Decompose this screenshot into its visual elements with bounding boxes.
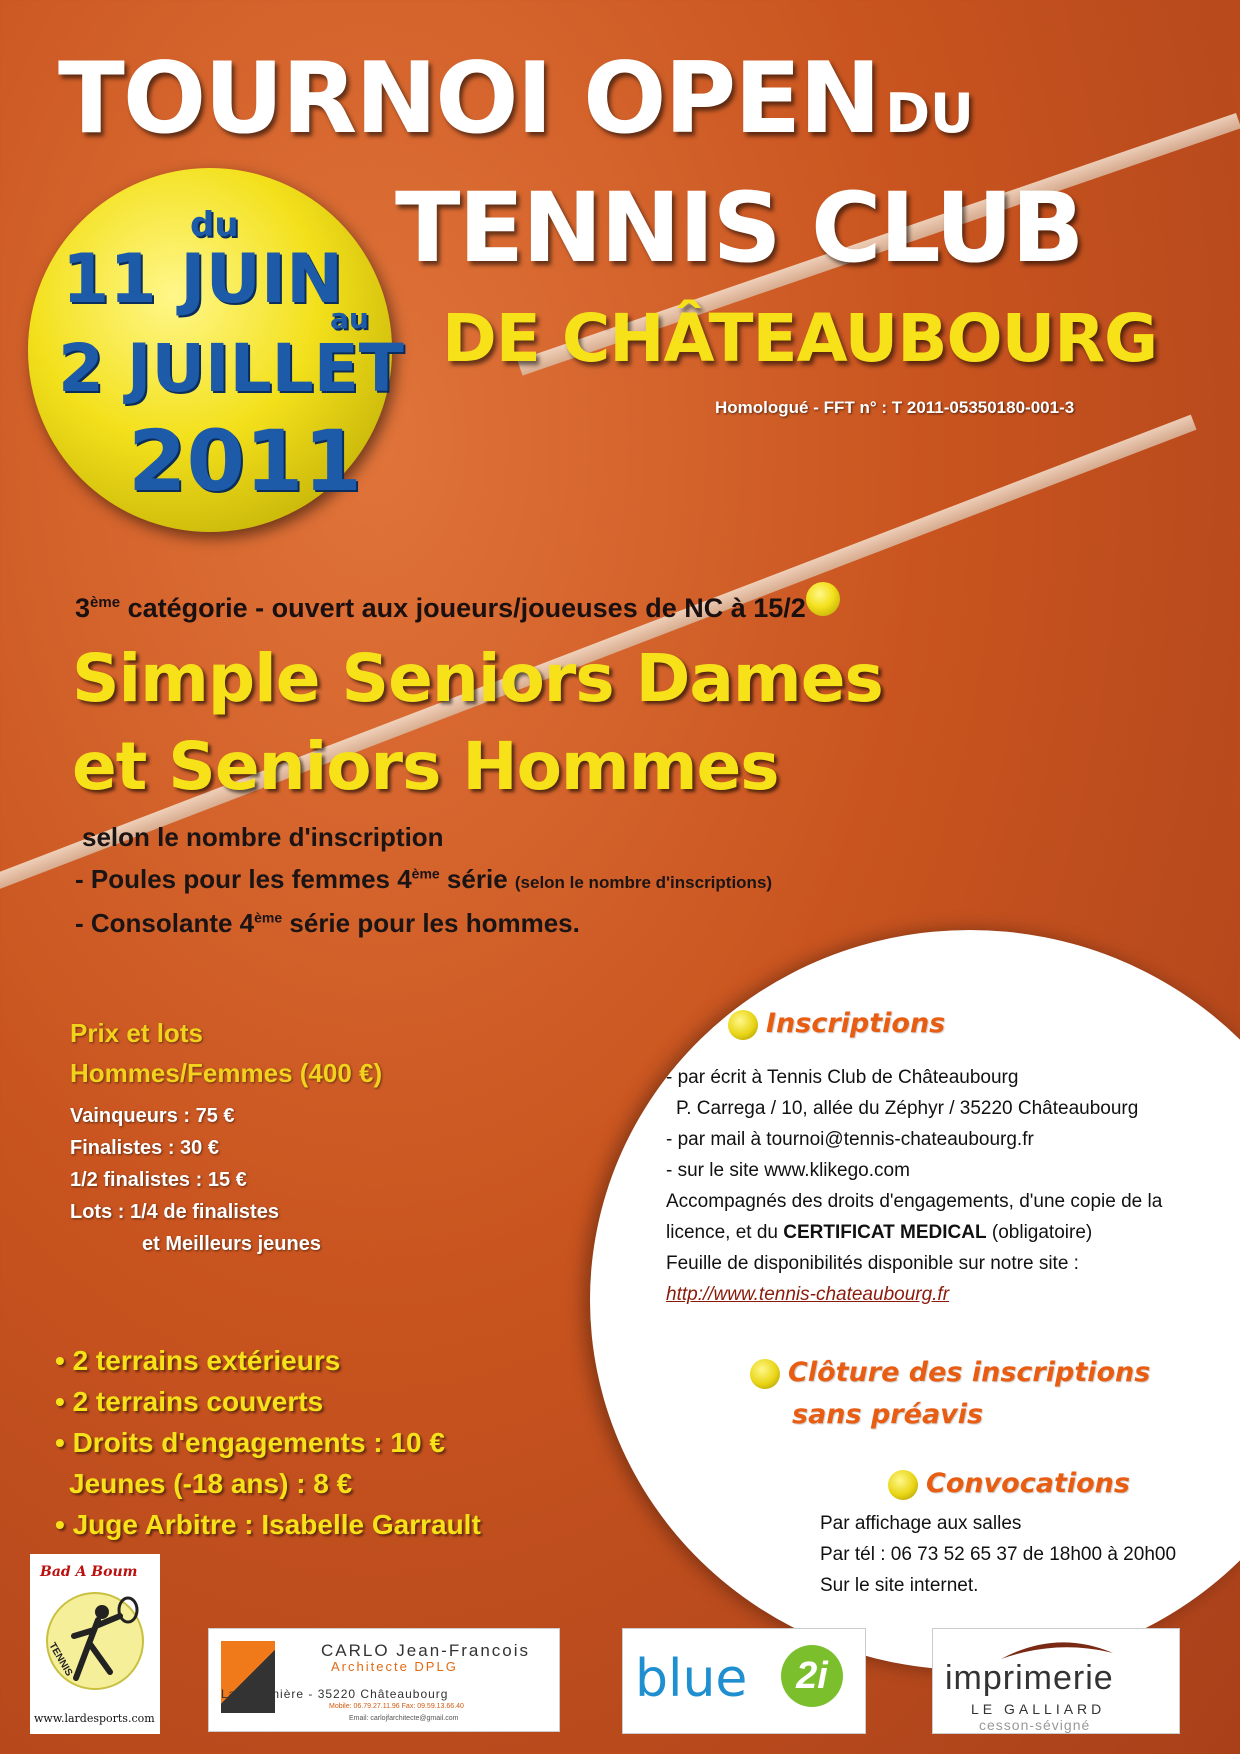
title-line2: TENNIS CLUB [395,172,1083,284]
homologation: Homologué - FFT n° : T 2011-05350180-001-3 [715,398,1075,417]
ball-bullet-icon [750,1359,780,1389]
bad-logo-name: Bad A Boum [40,1564,138,1580]
imprimerie-name: imprimerie [945,1659,1114,1697]
carlo-addr: La Martinière - 35220 Châteaubourg [221,1687,449,1701]
convocations-line: Par tél : 06 73 52 65 37 de 18h00 à 20h00 [820,1544,1177,1565]
ball-bullet-icon [728,1010,758,1040]
prizes-list [70,1100,321,1260]
prize-item: Lots : 1/4 de finalistes [70,1201,279,1223]
convocations-text [820,1508,1176,1601]
prize-item: Vainqueurs : 75 € [70,1105,235,1127]
prizes-heading1: Prix et lots [70,1018,203,1048]
imprimerie-sub: LE GALLIARD [971,1701,1106,1717]
prize-item: 1/2 finalistes : 15 € [70,1169,247,1191]
fact-item: • 2 terrains extérieurs [55,1345,341,1376]
inscriptions-licence: licence, et du CERTIFICAT MEDICAL (obligatoire) [666,1222,1093,1243]
inscriptions-line: Accompagnés des droits d'engagements, d'une copie de la [666,1191,1163,1212]
inscriptions-line: - sur le site www.klikego.com [666,1160,910,1181]
inscriptions-line: Feuille de disponibilités disponible sur notre site : [666,1253,1079,1274]
website-link[interactable]: http://www.tennis-chateaubourg.fr [666,1284,950,1305]
inscriptions-heading: Inscriptions [728,1008,945,1040]
inscriptions-line: - par écrit à Tennis Club de Châteaubourg [666,1067,1019,1088]
inscriptions-line: - par mail à tournoi@tennis-chateaubourg.fr [666,1129,1034,1150]
date-end: 2 JUILLET [58,330,404,407]
bad-logo-tennis: TENNIS [46,1640,75,1679]
carlo-name: CARLO Jean-Francois [321,1641,531,1660]
main-heading-line2: et Seniors Hommes [72,728,779,805]
blue-logo-name: blue [635,1649,748,1709]
convocations-line: Par affichage aux salles [820,1513,1022,1534]
fact-item: Jeunes (-18 ans) : 8 € [69,1468,353,1499]
facts-list [55,1340,481,1545]
carlo-contact: Mobile: 06.79.27.11.96 Fax: 09.59.13.66.40 [329,1703,464,1710]
prize-item: et Meilleurs jeunes [142,1233,321,1255]
title-line1: TOURNOI OPEN DU [58,42,974,156]
sponsor-carlo [208,1628,560,1732]
category-line: 3ème catégorie - ouvert aux joueurs/joueuses de NC à 15/2 [75,593,806,623]
inscriptions-text [666,1062,1162,1310]
sponsor-blue2i [622,1628,866,1734]
bad-logo-url: www.lardesports.com [34,1712,155,1725]
blue-logo-mark: 2i [781,1645,843,1707]
fact-item: • 2 terrains couverts [55,1386,324,1417]
prize-item: Finalistes : 30 € [70,1137,219,1159]
title-du: DU [885,82,974,145]
date-start: 11 JUIN [62,240,344,319]
carlo-email: Email: carlojfarchitecte@gmail.com [349,1715,459,1722]
fact-item: • Droits d'engagements : 10 € [55,1427,445,1458]
prizes-heading2: Hommes/Femmes (400 €) [70,1058,383,1088]
convocations-line: Sur le site internet. [820,1575,979,1596]
date-du: du [190,205,239,245]
inscriptions-line: P. Carrega / 10, allée du Zéphyr / 35220 Châteaubourg [676,1098,1139,1119]
tennis-ball-small [806,582,840,616]
carlo-mark [221,1641,275,1713]
fact-item: • Juge Arbitre : Isabelle Garrault [55,1509,481,1540]
main-heading-line1: Simple Seniors Dames [72,640,883,717]
sponsor-imprimerie [932,1628,1180,1734]
ball-bullet-icon [888,1470,918,1500]
detail-line3: - Consolante 4ème série pour les hommes. [75,908,580,938]
title-line3: DE CHÂTEAUBOURG [442,300,1158,377]
cloture-heading: Clôture des inscriptions sans préavis [750,1352,1150,1436]
detail-line2: - Poules pour les femmes 4ème série (selon le nombre d'inscriptions) [75,864,773,894]
carlo-role: Architecte DPLG [331,1659,458,1674]
date-au: au [330,302,369,335]
sponsor-bad-a-boum [30,1554,160,1734]
imprimerie-city: cesson-sévigné [979,1717,1091,1733]
detail-line1: selon le nombre d'inscription [82,822,444,852]
date-year: 2011 [128,412,362,510]
convocations-heading: Convocations [888,1468,1130,1500]
